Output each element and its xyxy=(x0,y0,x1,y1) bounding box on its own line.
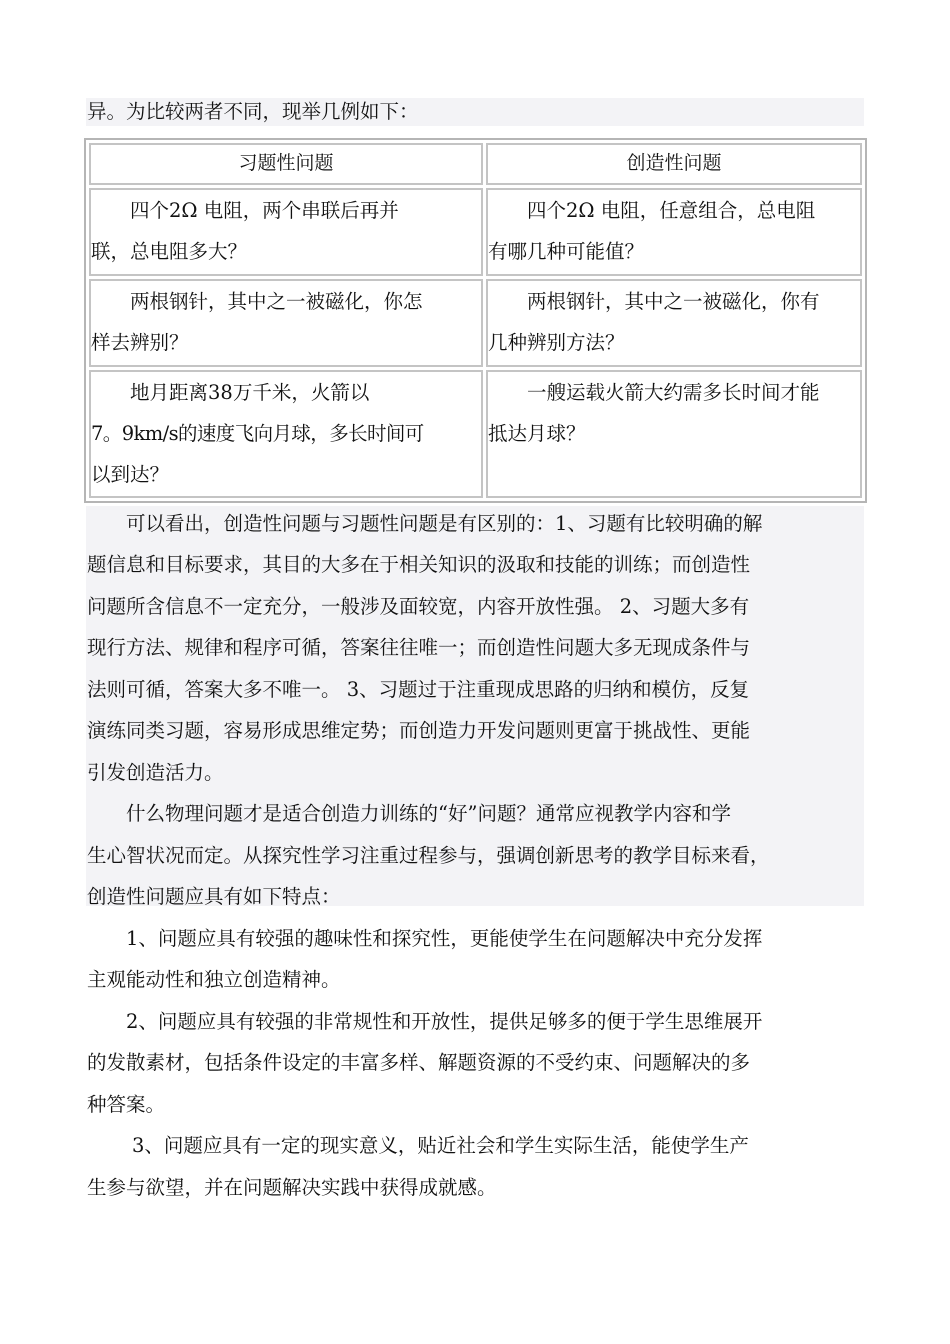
table-row xyxy=(89,188,862,276)
cell-line: 两根钢针，其中之一被磁化，你怎 xyxy=(130,290,423,313)
cell-line: 四个2Ω 电阻，任意组合，总电阻 xyxy=(527,199,816,222)
list-item-line: 的发散素材，包括条件设定的丰富多样、解题资源的不受约束、问题解决的多 xyxy=(87,1051,751,1074)
paragraph-line: 题信息和目标要求，其目的大多在于相关知识的汲取和技能的训练；而创造性 xyxy=(87,553,751,576)
cell-line: 7。9km/s的速度飞向月球，多长时间可 xyxy=(91,422,424,445)
list-item-line: 主观能动性和独立创造精神。 xyxy=(87,968,341,991)
paragraph-line: 生心智状况而定。从探究性学习注重过程参与，强调创新思考的教学目标来看， xyxy=(87,844,770,867)
cell-exercise-2 xyxy=(89,279,483,367)
table-row xyxy=(89,279,862,367)
paragraph-line: 法则可循，答案大多不唯一。 3、习题过于注重现成思路的归纳和模仿，反复 xyxy=(87,678,750,701)
cell-line: 四个2Ω 电阻，两个串联后再并 xyxy=(130,199,399,222)
cell-line: 以到达？ xyxy=(91,463,170,486)
cell-exercise-1 xyxy=(89,188,483,276)
cell-line: 联，总电阻多大？ xyxy=(91,240,248,263)
paragraph-line: 问题所含信息不一定充分，一般涉及面较宽，内容开放性强。 2、习题大多有 xyxy=(87,595,750,618)
cell-creative-1 xyxy=(486,188,862,276)
cell-creative-3 xyxy=(486,370,862,498)
paragraph-line: 什么物理问题才是适合创造力训练的“好”问题？通常应视教学内容和学 xyxy=(126,802,731,825)
header-creative: 创造性问题 xyxy=(486,143,862,185)
list-item-line: 3、问题应具有一定的现实意义，贴近社会和学生实际生活，能使学生产 xyxy=(132,1134,749,1157)
header-exercise: 习题性问题 xyxy=(89,143,483,185)
cell-line: 几种辨别方法？ xyxy=(488,331,625,354)
paragraph-line: 创造性问题应具有如下特点： xyxy=(87,885,341,908)
paragraph-line: 可以看出，创造性问题与习题性问题是有区别的：1、习题有比较明确的解 xyxy=(126,512,763,535)
paragraph-line: 现行方法、规律和程序可循，答案往往唯一；而创造性问题大多无现成条件与 xyxy=(87,636,751,659)
comparison-table xyxy=(84,138,867,503)
intro-line: 异。为比较两者不同，现举几例如下： xyxy=(87,100,419,123)
cell-line: 地月距离38万千米，火箭以 xyxy=(130,381,370,404)
paragraph-line: 引发创造活力。 xyxy=(87,761,224,784)
table-header-row xyxy=(89,143,862,185)
paragraph-line: 演练同类习题，容易形成思维定势；而创造力开发问题则更富于挑战性、更能 xyxy=(87,719,751,742)
list-item-line: 2、问题应具有较强的非常规性和开放性，提供足够多的便于学生思维展开 xyxy=(126,1010,763,1033)
list-item-line: 1、问题应具有较强的趣味性和探究性，更能使学生在问题解决中充分发挥 xyxy=(126,927,763,950)
table-row xyxy=(89,370,862,498)
list-item-line: 生参与欲望，并在问题解决实践中获得成就感。 xyxy=(87,1176,497,1199)
cell-line: 样去辨别？ xyxy=(91,331,189,354)
cell-line: 一艘运载火箭大约需多长时间才能 xyxy=(527,381,820,404)
list-item-line: 种答案。 xyxy=(87,1093,166,1116)
cell-line: 抵达月球？ xyxy=(488,422,586,445)
cell-line: 有哪几种可能值？ xyxy=(488,240,645,263)
cell-exercise-3 xyxy=(89,370,483,498)
cell-creative-2 xyxy=(486,279,862,367)
cell-line: 两根钢针，其中之一被磁化，你有 xyxy=(527,290,820,313)
